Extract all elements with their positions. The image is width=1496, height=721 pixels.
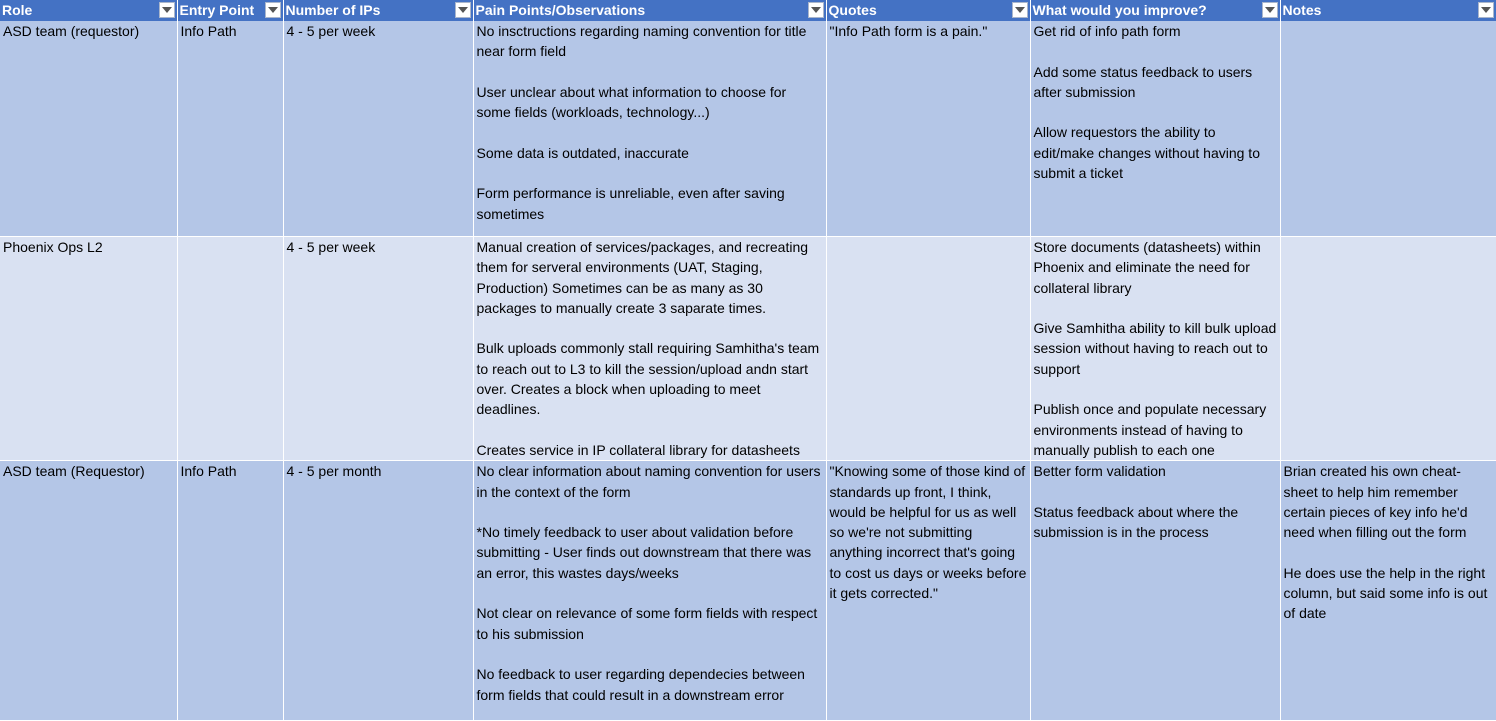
cell-entry-point[interactable]: Info Path bbox=[177, 461, 283, 721]
cell-paragraph: Status feedback about where the submission is in the process bbox=[1033, 503, 1239, 541]
cell-paragraph: *No timely feedback to user about validation before submitting - User finds out downstream that there was an error, this wastes days/weeks bbox=[476, 524, 812, 581]
cell-paragraph: Brian created his own cheat-sheet to help him remember certain pieces of key info he'd need when filling out the form bbox=[1283, 463, 1468, 541]
chevron-down-icon bbox=[162, 7, 172, 13]
cell-paragraph: Creates service in IP collateral library for datasheets bbox=[476, 441, 800, 458]
chevron-down-icon bbox=[458, 7, 468, 13]
cell-improve[interactable] bbox=[1030, 461, 1280, 721]
filter-dropdown-button[interactable] bbox=[808, 2, 824, 18]
header-pain-points[interactable] bbox=[473, 0, 826, 21]
filter-dropdown-button[interactable] bbox=[1478, 2, 1494, 18]
header-quotes[interactable] bbox=[826, 0, 1030, 21]
cell-quotes[interactable] bbox=[826, 237, 1030, 461]
chevron-down-icon bbox=[1481, 7, 1491, 13]
cell-paragraph: User unclear about what information to choose for some fields (workloads, technology...) bbox=[476, 83, 787, 121]
cell-paragraph: He does use the help in the right column, but said some info is out of date bbox=[1283, 564, 1488, 622]
header-role[interactable] bbox=[0, 0, 177, 21]
chevron-down-icon bbox=[1265, 7, 1275, 13]
header-label: Notes bbox=[1282, 2, 1322, 18]
cell-number-of-ips[interactable]: 4 - 5 per week bbox=[283, 21, 473, 237]
header-label: What would you improve? bbox=[1032, 2, 1207, 18]
chevron-down-icon bbox=[811, 7, 821, 13]
filter-dropdown-button[interactable] bbox=[1012, 2, 1028, 18]
table-row bbox=[0, 21, 1496, 237]
cell-quotes[interactable]: "Info Path form is a pain." bbox=[826, 21, 1030, 237]
cell-paragraph: Publish once and populate necessary environments instead of having to manually publish to each one bbox=[1033, 401, 1267, 458]
cell-pain-points[interactable] bbox=[473, 21, 826, 237]
cell-paragraph: Add some status feedback to users after submission bbox=[1033, 63, 1253, 100]
chevron-down-icon bbox=[268, 7, 278, 13]
filter-dropdown-button[interactable] bbox=[1262, 2, 1278, 18]
cell-paragraph: Allow requestors the ability to edit/make changes without having to submit a ticket bbox=[1033, 124, 1260, 182]
chevron-down-icon bbox=[1015, 7, 1025, 13]
cell-paragraph: Some data is outdated, inaccurate bbox=[476, 144, 689, 161]
cell-role[interactable]: ASD team (requestor) bbox=[0, 21, 177, 237]
header-row bbox=[0, 0, 1496, 21]
table-row bbox=[0, 461, 1496, 721]
cell-improve[interactable] bbox=[1030, 21, 1280, 237]
cell-role[interactable]: ASD team (Requestor) bbox=[0, 461, 177, 721]
cell-paragraph: Give Samhitha ability to kill bulk upload session without having to reach out to support bbox=[1033, 320, 1277, 377]
header-label: Quotes bbox=[828, 2, 877, 18]
cell-paragraph: Store documents (datasheets) within Phoenix and eliminate the need for collateral library bbox=[1033, 239, 1261, 296]
header-number-of-ips[interactable] bbox=[283, 0, 473, 21]
cell-number-of-ips[interactable]: 4 - 5 per week bbox=[283, 237, 473, 461]
header-improve[interactable] bbox=[1030, 0, 1280, 21]
cell-paragraph: Form performance is unreliable, even after saving sometimes bbox=[476, 185, 785, 222]
cell-number-of-ips[interactable]: 4 - 5 per month bbox=[283, 461, 473, 721]
cell-entry-point[interactable]: Info Path bbox=[177, 21, 283, 237]
filter-dropdown-button[interactable] bbox=[455, 2, 471, 18]
header-label: Role bbox=[2, 2, 33, 18]
cell-paragraph: Bulk uploads commonly stall requiring Samhitha's team to reach out to L3 to kill the session/upload andn start over. Creates a block when uploading to meet deadlines. bbox=[476, 340, 820, 418]
header-label: Pain Points/Observations bbox=[475, 2, 646, 18]
cell-paragraph: Not clear on relevance of some form fields with respect to his submission bbox=[476, 605, 818, 642]
cell-quotes[interactable]: "Knowing some of those kind of standards up front, I think, would be helpful for us as well so we're not submitting anything incorrect that's going to cost us days or weeks before it gets corrected." bbox=[826, 461, 1030, 721]
cell-paragraph: No feedback to user regarding dependecies between form fields that could result in a downstream error bbox=[476, 666, 805, 703]
cell-improve[interactable] bbox=[1030, 237, 1280, 461]
filter-dropdown-button[interactable] bbox=[159, 2, 175, 18]
cell-paragraph: Manual creation of services/packages, and recreating them for serveral environments (UAT, Staging, Production) Sometimes can be as many as 30 packages to manually create 3 saparate times. bbox=[476, 239, 809, 316]
cell-paragraph: Get rid of info path form bbox=[1033, 23, 1181, 39]
cell-paragraph: Better form validation bbox=[1033, 463, 1166, 480]
cell-notes[interactable] bbox=[1280, 237, 1496, 461]
cell-entry-point[interactable] bbox=[177, 237, 283, 461]
cell-pain-points[interactable] bbox=[473, 461, 826, 721]
cell-pain-points[interactable] bbox=[473, 237, 826, 461]
cell-paragraph: No insctructions regarding naming convention for title near form field bbox=[476, 23, 807, 60]
table-row bbox=[0, 237, 1496, 461]
cell-role[interactable]: Phoenix Ops L2 bbox=[0, 237, 177, 461]
cell-notes[interactable] bbox=[1280, 21, 1496, 237]
cell-paragraph: No clear information about naming convention for users in the context of the form bbox=[476, 463, 821, 500]
header-entry-point[interactable] bbox=[177, 0, 283, 21]
filter-dropdown-button[interactable] bbox=[265, 2, 281, 18]
cell-notes[interactable] bbox=[1280, 461, 1496, 721]
header-notes[interactable] bbox=[1280, 0, 1496, 21]
header-label: Number of IPs bbox=[285, 2, 381, 18]
header-label: Entry Point bbox=[179, 2, 255, 18]
